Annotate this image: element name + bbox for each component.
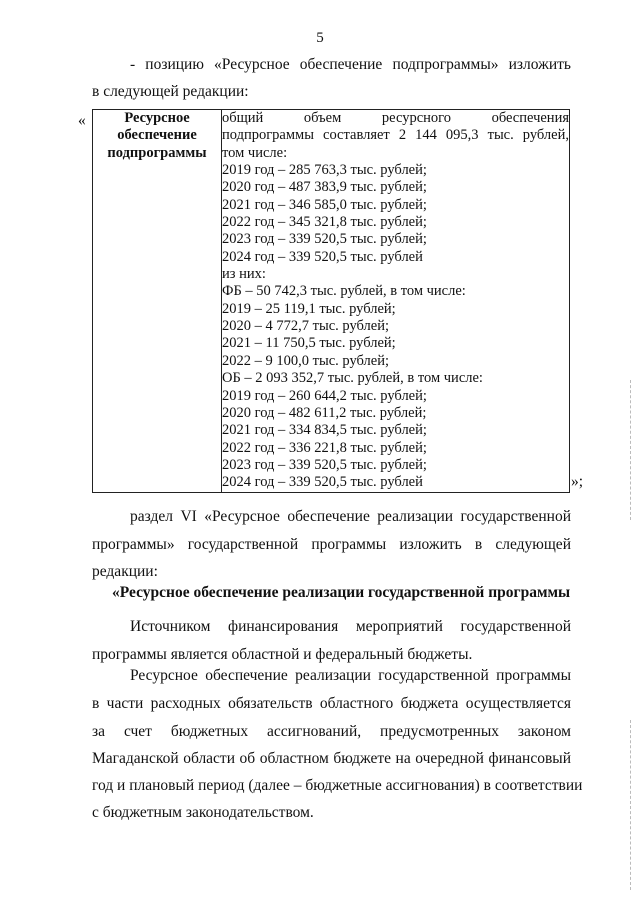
value-line: 2024 год – 339 520,5 тыс. рублей: [222, 248, 423, 265]
value-line: 2019 год – 260 644,2 тыс. рублей;: [222, 387, 427, 404]
value-line: 2019 год – 285 763,3 тыс. рублей;: [222, 162, 427, 179]
resource-table-row: [93, 110, 570, 493]
value-line: 2020 год – 482 611,2 тыс. рублей;: [222, 404, 427, 421]
value-line: 2021 год – 334 834,5 тыс. рублей;: [222, 422, 427, 439]
value-line: ОБ – 2 093 352,7 тыс. рублей, в том числе:: [222, 370, 483, 387]
label-line: подпрограммы: [107, 144, 207, 161]
value-line: 2023 год – 339 520,5 тыс. рублей;: [222, 456, 427, 473]
value-line: ФБ – 50 742,3 тыс. рублей, в том числе:: [222, 283, 466, 300]
resource-label-cell: [93, 110, 222, 493]
resource-value-cell: [222, 110, 570, 493]
paragraph-2-line-3: за счет бюджетных ассигнований, предусмотренных законом: [92, 723, 571, 740]
section-heading: «Ресурсное обеспечение реализации государственной программы: [112, 584, 571, 601]
paragraph-1-line-1: Источником финансирования мероприятий государственной: [130, 618, 571, 635]
paragraph-2-line-5: год и плановый период (далее – бюджетные ассигнования) в соответствии: [92, 777, 583, 794]
value-line: том числе:: [222, 144, 288, 161]
resource-table: [92, 109, 570, 493]
value-line: общий объем ресурсного обеспечения: [222, 110, 569, 126]
value-line: 2022 год – 345 321,8 тыс. рублей;: [222, 214, 427, 231]
value-line: 2022 – 9 100,0 тыс. рублей;: [222, 352, 389, 369]
value-line: 2020 год – 487 383,9 тыс. рублей;: [222, 179, 427, 196]
value-line: 2023 год – 339 520,5 тыс. рублей;: [222, 231, 427, 248]
paragraph-2-line-4: Магаданской области об областном бюджете на очередной финансовый: [92, 750, 571, 767]
paragraph-2-line-1: Ресурсное обеспечение реализации государственной программы: [130, 667, 571, 684]
intro-line-1: - позицию «Ресурсное обеспечение подпрограммы» изложить: [130, 56, 571, 73]
scan-margin-mark: [630, 720, 632, 890]
section-line-2: программы» государственной программы изложить в следующей: [92, 536, 571, 553]
value-line: 2021 год – 346 585,0 тыс. рублей;: [222, 196, 427, 213]
value-line: 2024 год – 339 520,5 тыс. рублей: [222, 474, 423, 491]
value-line: подпрограммы составляет 2 144 095,3 тыс. рублей,: [222, 127, 569, 144]
paragraph-2-line-2: в части расходных обязательств областного бюджета осуществляется: [92, 695, 571, 712]
page-number: 5: [316, 30, 324, 46]
section-line-1: раздел VI «Ресурсное обеспечение реализации государственной: [130, 508, 571, 525]
scan-margin-mark: [630, 380, 632, 520]
value-line: 2020 – 4 772,7 тыс. рублей;: [222, 318, 389, 335]
value-line: 2021 – 11 750,5 тыс. рублей;: [222, 335, 396, 352]
opening-quote: «: [78, 112, 86, 129]
label-line: Ресурсное: [124, 110, 190, 126]
value-line: из них:: [222, 266, 266, 283]
value-line: 2022 год – 336 221,8 тыс. рублей;: [222, 439, 427, 456]
paragraph-1-line-2: программы является областной и федеральный бюджеты.: [92, 646, 473, 663]
section-line-3: редакции:: [92, 563, 158, 580]
label-line: обеспечение: [117, 127, 197, 144]
paragraph-2-line-6: с бюджетным законодательством.: [92, 804, 314, 821]
closing-quote: »;: [571, 473, 584, 490]
intro-line-2: в следующей редакции:: [92, 83, 249, 100]
value-line: 2019 – 25 119,1 тыс. рублей;: [222, 300, 396, 317]
